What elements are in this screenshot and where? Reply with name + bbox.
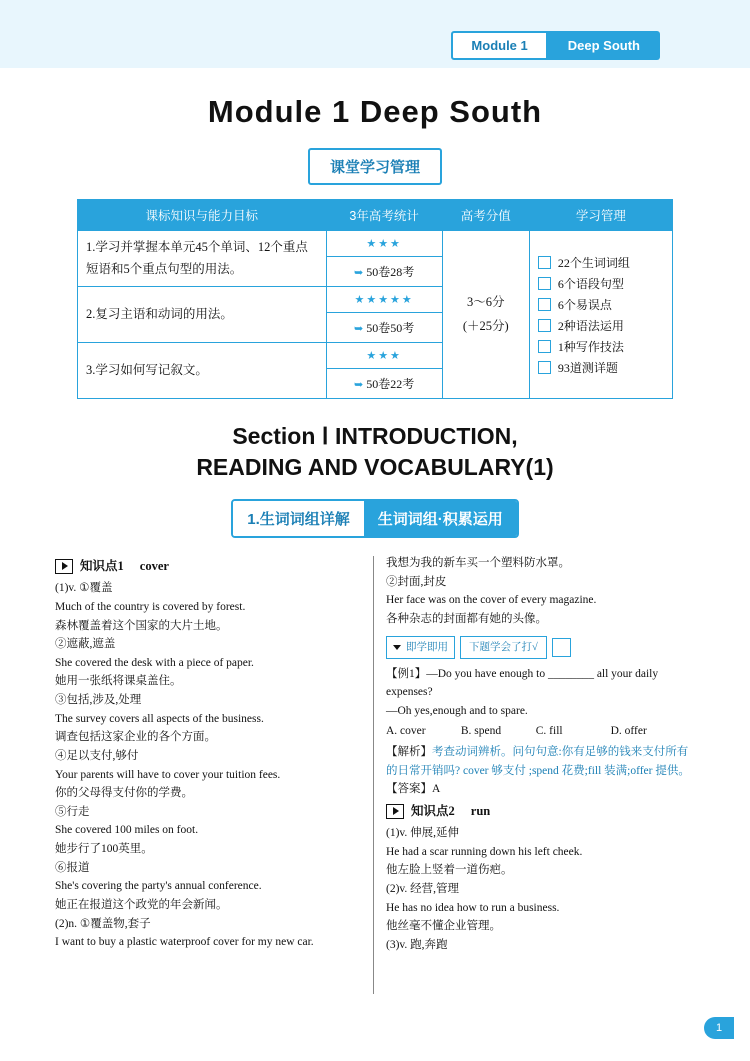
option-a[interactable]: A. cover <box>386 725 426 738</box>
arrow-icon: ➥ <box>354 267 364 279</box>
stars-cell-1 <box>326 231 442 257</box>
score-value: 3～6分 <box>467 294 505 309</box>
classroom-badge-wrap <box>0 130 750 185</box>
arrow-icon: ➥ <box>354 379 364 391</box>
entry-line: 我想为我的新车买一个塑料防水罩。 <box>386 557 570 570</box>
manage-item <box>538 359 664 376</box>
play-triangle-icon <box>386 804 404 819</box>
stars-1: ★★★ <box>366 238 402 250</box>
answer-text: A <box>432 783 441 796</box>
stars-3: ★★★ <box>366 350 402 362</box>
example-options <box>386 722 695 741</box>
entry-line: 他丝毫不懂企业管理。 <box>386 920 501 933</box>
entry-line: (2)v. 经营,管理 <box>386 883 460 896</box>
practice-bar <box>386 636 695 659</box>
checkbox-icon[interactable] <box>538 340 551 353</box>
volume-2 <box>335 319 434 336</box>
manage-item-label: 93道测详题 <box>557 360 618 375</box>
volume-cell-1 <box>326 257 442 287</box>
entry-line: He had a scar running down his left cheek. <box>386 845 583 858</box>
entry-line: She covered 100 miles on foot. <box>55 824 199 837</box>
checkbox-icon[interactable] <box>538 319 551 332</box>
subhead-wrap <box>0 499 750 538</box>
table-row <box>78 231 673 257</box>
analysis-block <box>386 743 695 780</box>
option-b[interactable]: B. spend <box>460 725 502 738</box>
analysis-label: 【解析】 <box>386 746 432 759</box>
section-title-line1: Section Ⅰ INTRODUCTION, <box>232 423 518 449</box>
volume-label: 50卷22考 <box>366 377 415 391</box>
col-header-stat: 3年高考统计 <box>326 200 442 231</box>
example-stem: —Do you have enough to ________ all your daily expenses? <box>386 667 659 699</box>
header-tabs <box>451 31 660 60</box>
example-reply: —Oh yes,enough and to spare. <box>386 704 528 717</box>
knowledge-point-header-1 <box>55 556 364 576</box>
section-title-line2: READING AND VOCABULARY(1) <box>196 454 554 481</box>
volume-label: 50卷28考 <box>366 265 415 279</box>
entry-line: 她正在报道这个政党的年会新闻。 <box>55 898 228 911</box>
section-title <box>0 421 750 483</box>
entry-line: Her face was on the cover of every magazine. <box>386 594 597 607</box>
entry-line: 你的父母得支付你的学费。 <box>55 787 193 800</box>
entry-line: ②遮蔽,遮盖 <box>55 638 116 651</box>
answer-block <box>386 780 695 799</box>
check-hint-label: 下题学会了打√ <box>460 636 547 659</box>
two-column-body <box>55 554 695 955</box>
study-plan-table <box>77 199 673 399</box>
entry-line: ⑤行走 <box>55 805 90 818</box>
option-d[interactable]: D. offer <box>610 725 647 738</box>
subhead-left-label: 1.生词词组详解 <box>233 501 364 536</box>
answer-label: 【答案】 <box>386 783 432 796</box>
checkbox-icon[interactable] <box>538 361 551 374</box>
checkbox-icon[interactable] <box>538 277 551 290</box>
header-module-tab: Module 1 <box>451 31 547 60</box>
volume-label: 50卷50考 <box>366 321 415 335</box>
volume-cell-3 <box>326 369 442 399</box>
entry-line: He has no idea how to run a business. <box>386 901 560 914</box>
manage-item <box>538 275 664 292</box>
volume-3 <box>335 375 434 392</box>
manage-cell <box>529 231 672 399</box>
knowledge-point-header-2 <box>386 801 695 821</box>
table-header-row <box>78 200 673 231</box>
goal-cell-2: 2.复习主语和动词的用法。 <box>78 287 327 343</box>
knowledge-point-word: cover <box>139 559 169 574</box>
manage-item <box>538 254 664 271</box>
header-title-tab: Deep South <box>548 31 660 60</box>
left-column <box>55 554 364 955</box>
manage-item <box>538 296 664 313</box>
score-cell <box>442 231 529 399</box>
entry-line: She covered the desk with a piece of paper. <box>55 656 254 669</box>
manage-item <box>538 317 664 334</box>
knowledge-point-label: 知识点1 <box>80 559 124 574</box>
entry-line: The survey covers all aspects of the business. <box>55 712 264 725</box>
entry-line: (1)v. 伸展,延伸 <box>386 827 460 840</box>
column-divider <box>373 556 374 994</box>
subhead-banner <box>231 499 519 538</box>
entry-line: 调查包括这家企业的各个方面。 <box>55 731 216 744</box>
caret-down-icon <box>393 645 401 650</box>
manage-item-label: 22个生词词组 <box>557 255 630 270</box>
knowledge-point-word: run <box>470 803 491 818</box>
page-content <box>0 68 750 955</box>
entry-line: 森林覆盖着这个国家的大片土地。 <box>55 619 228 632</box>
goal-cell-3: 3.学习如何写记叙文。 <box>78 343 327 399</box>
goal-cell-1: 1.学习并掌握本单元45个单词、12个重点短语和5个重点句型的用法。 <box>78 231 327 287</box>
entry-line: (3)v. 跑,奔跑 <box>386 938 448 951</box>
entry-line: ③包括,涉及,处理 <box>55 694 142 707</box>
example-block <box>386 665 695 702</box>
entry-line: (1)v. ①覆盖 <box>55 582 113 595</box>
entry-line: ④足以支付,够付 <box>55 749 139 762</box>
manage-item-label: 2种语法运用 <box>557 318 624 333</box>
practice-now-label: 即学即用 <box>406 641 448 653</box>
score-sub: (＋25分) <box>462 318 509 333</box>
option-c[interactable]: C. fill <box>535 725 563 738</box>
entry-line: Much of the country is covered by forest. <box>55 600 246 613</box>
volume-cell-2 <box>326 313 442 343</box>
practice-now-button[interactable] <box>386 636 455 659</box>
manage-item-label: 6个语段句型 <box>557 276 624 291</box>
check-box[interactable] <box>552 638 571 657</box>
subhead-right-label: 生词词组·积累运用 <box>364 501 517 536</box>
entry-line: 他左脸上竖着一道伤疤。 <box>386 864 513 877</box>
checkbox-icon[interactable] <box>538 298 551 311</box>
stars-cell-3 <box>326 343 442 369</box>
stars-cell-2 <box>326 287 442 313</box>
entry-line: Your parents will have to cover your tuition fees. <box>55 768 281 781</box>
page-title: Module 1 Deep South <box>207 94 543 129</box>
manage-item <box>538 338 664 355</box>
col-header-score: 高考分值 <box>442 200 529 231</box>
right-column <box>386 554 695 955</box>
arrow-icon: ➥ <box>354 323 364 335</box>
entry-line: (2)n. ①覆盖物,套子 <box>55 917 151 930</box>
entry-line: She's covering the party's annual conference. <box>55 880 262 893</box>
example-label: 【例1】 <box>386 667 427 680</box>
stars-2: ★★★★★ <box>354 294 414 306</box>
entry-line: 她步行了100英里。 <box>55 843 153 856</box>
col-header-goal: 课标知识与能力目标 <box>78 200 327 231</box>
entry-line: I want to buy a plastic waterproof cover for my new car. <box>55 936 314 949</box>
entry-line: ②封面,封皮 <box>386 575 447 588</box>
analysis-text: 考查动词辨析。问句句意:你有足够的钱来支付所有的日常开销吗? cover 够支付 ;spend 花费;fill 装满;offer 提供。 <box>386 746 690 777</box>
manage-item-label: 6个易误点 <box>557 297 612 312</box>
page-number: 1 <box>704 1017 734 1039</box>
col-header-manage: 学习管理 <box>529 200 672 231</box>
knowledge-point-label: 知识点2 <box>411 803 455 818</box>
entry-line: 各种杂志的封面都有她的头像。 <box>386 612 547 625</box>
entry-line: ⑥报道 <box>55 861 90 874</box>
checkbox-icon[interactable] <box>538 256 551 269</box>
volume-1 <box>335 263 434 280</box>
entry-line: 她用一张纸将课桌盖住。 <box>55 675 182 688</box>
play-triangle-icon <box>55 559 73 574</box>
classroom-management-badge: 课堂学习管理 <box>308 148 442 185</box>
manage-item-label: 1种写作技法 <box>557 339 624 354</box>
header-band <box>0 0 750 68</box>
